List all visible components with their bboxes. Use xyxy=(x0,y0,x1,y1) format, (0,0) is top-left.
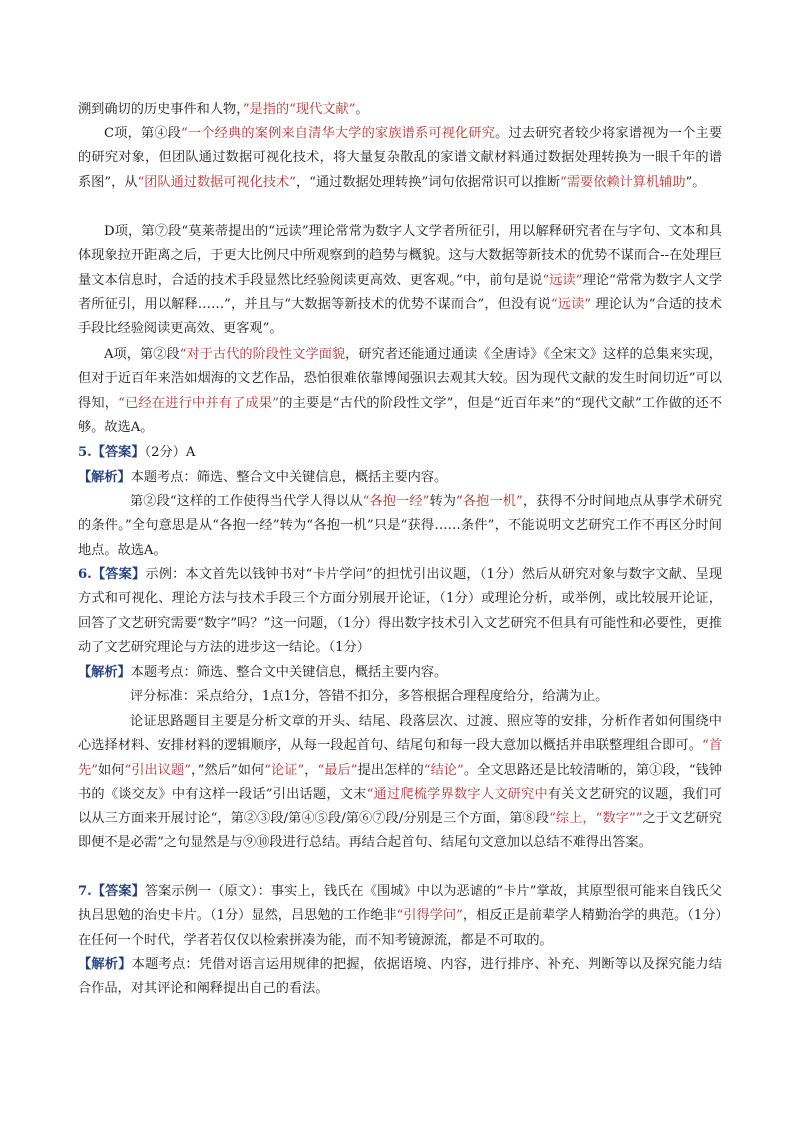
paragraph-p-5ans xyxy=(78,441,722,465)
paragraph-p-7jx xyxy=(78,953,722,1002)
text-run: 答案示例一（原文）：事实上，钱氏在《围城》中以为恶谑的“卡片”掌故，其原型很可能来自钱氏父执吕思勉的治史卡片。（1分）显然，吕思勉的工作绝非 xyxy=(78,884,722,924)
paragraph-p-6ans xyxy=(78,563,722,660)
text-run: ”。 xyxy=(685,174,706,190)
text-run: “各抱一机” xyxy=(456,494,523,509)
text-run: 。 xyxy=(355,102,369,117)
paragraph-p-5jx xyxy=(78,466,722,490)
text-run: 本题考点：凭借对语言运用规律的把握，依据语境、内容，进行排序、补充、判断等以及探究能力结合作品，对其评论和阐释提出自己的看法。 xyxy=(78,957,722,997)
text-run: “远读” xyxy=(542,272,583,288)
text-run: “首先” xyxy=(78,738,723,778)
text-run: “通过爬梳学界数字人文研究中 xyxy=(366,786,548,802)
text-run: 示例：本文首先以钱钟书对“卡片学问”的担忧引出议题，（1分）然后从研究对象与数字文献、呈现方式和可视化、理论方法与技术手段三个方面分别展开论证，（1分）或理论分析，或举例，或比较展开论证，回答了文艺研究需要“数字”吗？”这一问题，（1分）得出数字技术引入文艺研究不但具有可能性和必要性，更推动了文艺研究理论与方法的进步这一结论。（1分） xyxy=(78,567,723,655)
text-run: ， xyxy=(304,762,318,778)
text-run: 溯到确切的历史事件和人物， xyxy=(78,102,243,117)
text-run: “结论” xyxy=(423,762,464,778)
text-run: “已经在进行中并有了成果” xyxy=(118,395,279,411)
text-run: 的主要是“古代的阶段性文学”，但是“近百年来”的“现代文献”工作做的还不够。故选A。 xyxy=(78,395,722,435)
text-run: “综上，“数字”” xyxy=(549,811,643,827)
text-run: “论证” xyxy=(264,762,305,778)
text-run: “引得学问” xyxy=(396,908,463,924)
text-run: 转为 xyxy=(429,494,457,509)
text-run: ，相反正是前辈学人精勤治学的典范。（1分）在任何一个时代，学者若仅仅以检索拼凑为能，而不知考镜源流，都是不可取的。 xyxy=(78,908,722,948)
text-run: 有关文艺研究的议题，我们可以从三方面来开展讨论“，第②③段/第④⑤段/第⑥⑦段/分别是三个方面，第⑧段 xyxy=(78,786,722,827)
text-run: 第②段“这样的工作使得当代学人得以从 xyxy=(130,494,363,509)
text-run: 。过去研究者较少将家谱视为一个主要的研究对象，但团队通过数据可视化技术，将大量复杂散乱的家谱文献材料通过数据处理转换为一眼千年的谱系图”，从 xyxy=(78,126,723,190)
text-run: D项，第⑦段“莫莱蒂提出的“远读”理论常常为数字人文学者所征引，用以解释研究者在与字句、文本和具体现象拉开距离之后，于更大比例尺中所观察到的趋势与概貌。这与大数据等新技术的优势不谋而合--在处理巨量文本信息时，合适的技术手段显然比经验阅读更高效、更客观。”中，前句是说 xyxy=(78,224,722,288)
paragraph-p-7ans xyxy=(78,880,722,953)
paragraph-p-6std xyxy=(78,685,722,709)
text-run: “需要依赖计算机辅助 xyxy=(560,174,686,190)
paragraph-p-c xyxy=(78,122,722,195)
text-run: ，获得不分时间地点从事学术研究的条件。”全句意思是从“各抱一经”转为“各抱一机”只是“获得……条件”，不能说明文艺研究工作不再区分时间地点。故选A。 xyxy=(78,494,723,558)
text-run: 【解析】 xyxy=(78,957,132,972)
paragraph-p-5body xyxy=(78,490,722,563)
paragraph-p-a xyxy=(78,343,722,440)
text-run: 理论“常常为数字人文学者所征引，用以解释……”，并且与“大数据等新技术的优势不谋而合”，但没有说 xyxy=(78,272,723,312)
text-run: ，“通过数据处理转换”词句依据常识可以推断 xyxy=(296,174,561,190)
text-run: 提出怎样的 xyxy=(357,762,424,778)
text-run: “远读” xyxy=(550,296,592,312)
text-run: ”是指的“现代文献” xyxy=(242,102,356,117)
text-run: 【解析】 xyxy=(78,470,131,485)
text-run: 评分标准：采点给分，1点1分，答错不扣分，多答根据合理程度给分，给满为止。 xyxy=(130,689,609,704)
text-run: ，研究者还能通过通读《全唐诗》《全宋文》这样的总集来实现，但对于近百年来浩如烟海的文艺作品，恐怕很难依靠博闻强识去观其大较。因为现代文献的发生时间切近”可以得知， xyxy=(78,347,722,411)
text-run: 7. xyxy=(78,884,92,899)
text-run: “一个经典的案例来自清华大学的家族谱系可视化研究 xyxy=(181,126,496,141)
text-run: 5. xyxy=(78,445,92,460)
text-run: 【答案】 xyxy=(91,567,146,582)
text-run: 【解析】 xyxy=(78,665,131,680)
text-run: “最后” xyxy=(317,762,358,778)
text-run: C项，第④段 xyxy=(104,126,182,141)
text-run: 【答案】 xyxy=(91,445,145,460)
text-run: “对于古代的阶段性文学面貌 xyxy=(179,347,346,362)
text-run: “各抱一经” xyxy=(362,494,430,509)
text-run: “团队通过数据可视化技术” xyxy=(137,174,297,190)
text-run: 之于文艺研究即便不是必需”之句显然是与⑨⑩段进行总结。再结合起首句、结尾句文意加以总结不难得出答案。 xyxy=(78,811,722,851)
text-run: ，”然后”如何 xyxy=(191,762,265,778)
text-run: 本题考点：筛选、整合文中关键信息，概括主要内容。 xyxy=(130,665,448,680)
text-run: 如何 xyxy=(97,762,125,778)
text-run: 【答案】 xyxy=(91,884,145,899)
text-run: 理论认为“合适的技术手段比经验阅读更高效、更客观”。 xyxy=(78,296,722,337)
paragraph-p-6body xyxy=(78,710,722,856)
text-run: 。全文思路还是比较清晰的，第①段，“钱钟书的《谈交友》中有这样一段话”引出话题，文末 xyxy=(78,762,723,802)
text-run: （2分）A xyxy=(144,445,196,460)
text-run: “引出议题” xyxy=(124,762,191,778)
text-run: 本题考点：筛选、整合文中关键信息，概括主要内容。 xyxy=(130,470,448,485)
paragraph-p-6jx xyxy=(78,661,722,685)
paragraph-p-d xyxy=(78,220,722,341)
text-run: 6. xyxy=(78,567,92,582)
paragraph-p-cont xyxy=(78,98,722,122)
text-run: A项，第②段 xyxy=(104,347,180,362)
text-run: 论证思路题目主要是分析文章的开头、结尾、段落层次、过渡、照应等的安排，分析作者如何围绕中心选择材料、安排材料的逻辑顺序，从每一段起首句、结尾句和每一段大意加以概括并串联整理组合即可。 xyxy=(78,714,722,754)
